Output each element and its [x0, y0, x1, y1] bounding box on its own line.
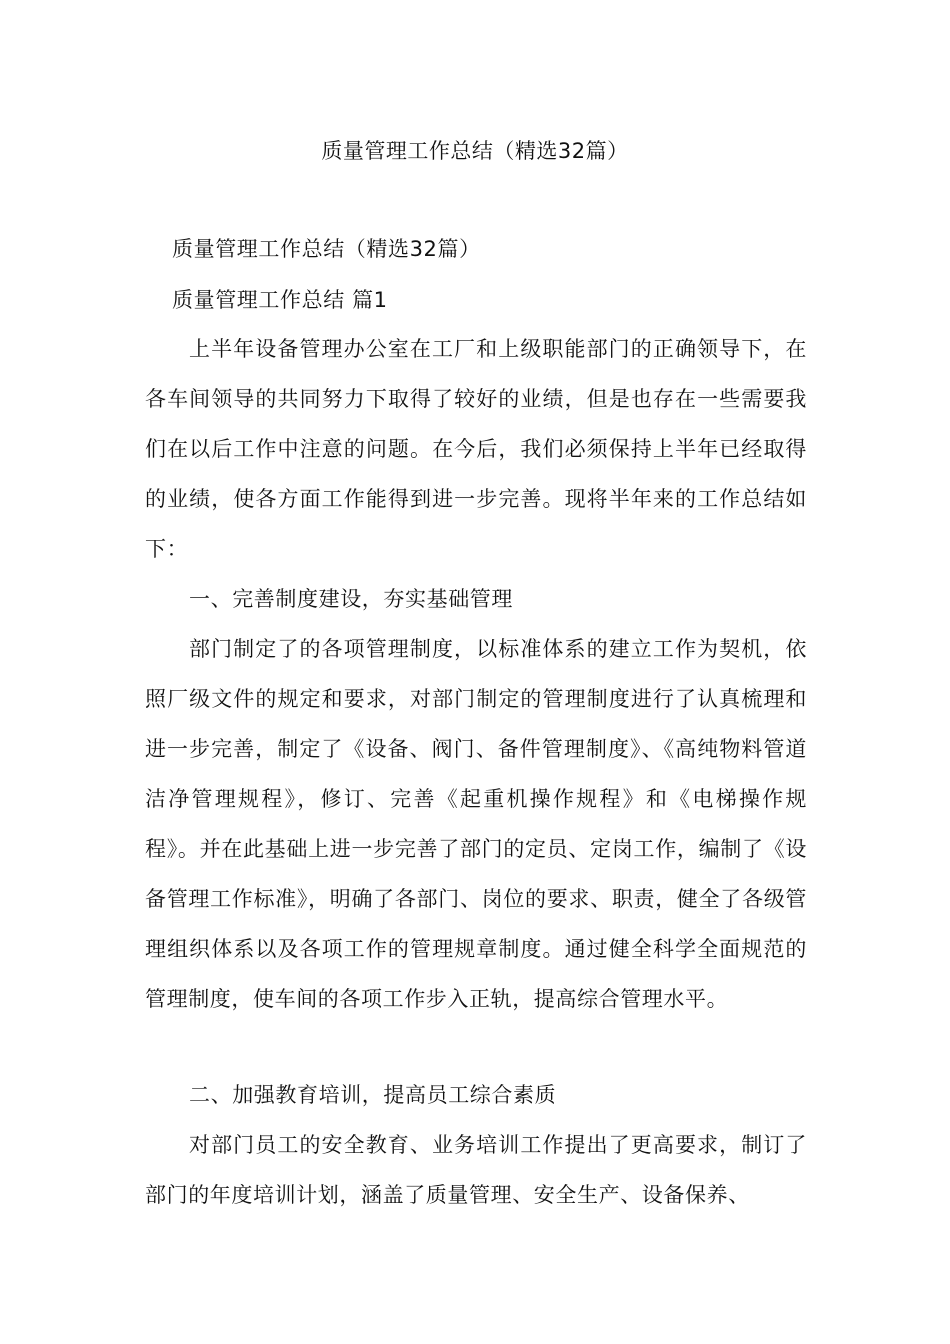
- paragraph-intro: 上半年设备管理办公室在工厂和上级职能部门的正确领导下，在各车间领导的共同努力下取得了较好的业绩，但是也存在一些需要我们在以后工作中注意的问题。在今后，我们必须保持上半年已经取得的业绩，使各方面工作能得到进一步完善。现将半年来的工作总结如下：: [145, 337, 807, 561]
- document-subtitle: 质量管理工作总结（精选32篇）: [172, 237, 481, 261]
- document-title: 质量管理工作总结（精选32篇）: [321, 139, 629, 163]
- paragraph-training: 对部门员工的安全教育、业务培训工作提出了更高要求，制订了部门的年度培训计划，涵盖了质量管理、安全生产、设备保养、: [145, 1133, 807, 1207]
- heading-training: 二、加强教育培训，提高员工综合素质: [189, 1083, 557, 1107]
- paragraph-system-building: 部门制定了的各项管理制度，以标准体系的建立工作为契机，依照厂级文件的规定和要求，对部门制定的管理制度进行了认真梳理和进一步完善，制定了《设备、阀门、备件管理制度》、《高纯物料管道洁净管理规程》，修订、完善《起重机操作规程》和《电梯操作规程》。并在此基础上进一步完善了部门的定员、定岗工作，编制了《设备管理工作标准》，明确了各部门、岗位的要求、职责，健全了各级管理组织体系以及各项工作的管理规章制度。通过健全科学全面规范的管理制度，使车间的各项工作步入正轨，提高综合管理水平。: [145, 637, 807, 1011]
- section-title: 质量管理工作总结 篇1: [172, 288, 388, 312]
- heading-system-building: 一、完善制度建设，夯实基础管理: [189, 587, 513, 611]
